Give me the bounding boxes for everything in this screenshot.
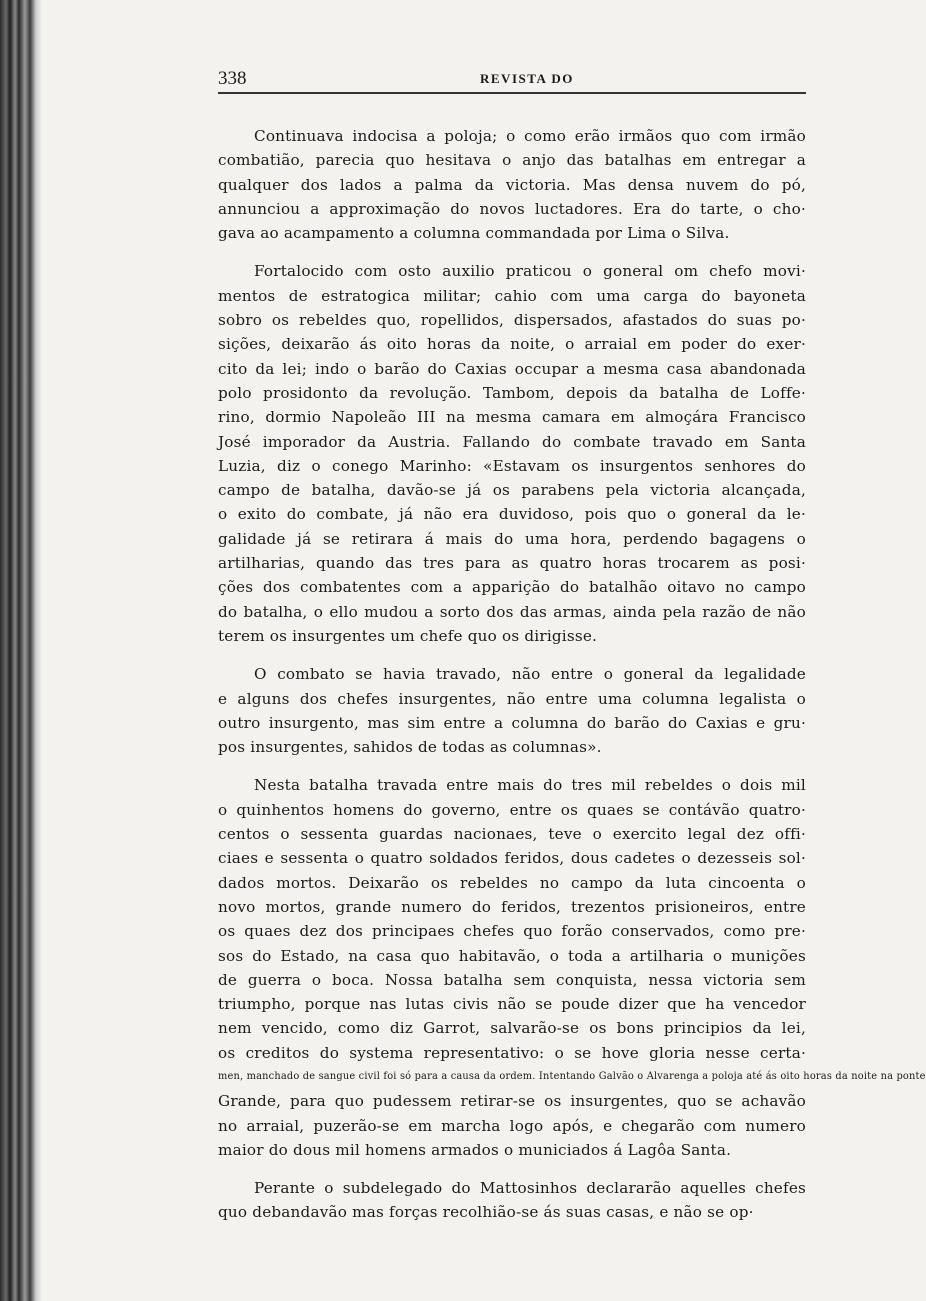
text-line: triumpho, porque nas lutas civis não se poude dizer que ha vencedor	[218, 995, 806, 1014]
text-line: do batalha, o ello mudou a sorto dos das armas, ainda pela razão de não	[218, 602, 806, 621]
text-line: Nesta batalha travada entre mais do tres mil rebeldes o dois mil	[254, 776, 806, 795]
text-line: men, manchado de sangue civil foi só para a causa da ordem. Intentando Galvão o Alvarenga a poloja até ás oito horas da noite na ponte	[218, 1070, 926, 1082]
text-line: annunciou a approximação do novos luctadores. Era do tarte, o cho·	[218, 199, 806, 218]
text-line: os quaes dez dos principaes chefes quo forão conservados, como pre·	[218, 922, 806, 941]
text-line: pos insurgentes, sahidos de todas as columnas».	[218, 738, 602, 757]
text-line: gava ao acampamento a columna commandada por Lima o Silva.	[218, 224, 730, 243]
text-line: artilharias, quando das tres para as quatro horas trocarem as posi·	[218, 554, 806, 573]
page-header	[218, 68, 806, 94]
text-line: o quinhentos homens do governo, entre os quaes se contávão quatro·	[218, 800, 806, 819]
text-line: no arraial, puzerão-se em marcha logo após, e chegarão com numero	[218, 1116, 806, 1135]
text-line: de guerra o boca. Nossa batalha sem conquista, nessa victoria sem	[218, 970, 806, 989]
text-line: sos do Estado, na casa quo habitavão, o toda a artilharia o munições	[218, 946, 806, 965]
paragraph	[218, 662, 806, 759]
text-line: Fortalocido com osto auxilio praticou o goneral om chefo movi·	[254, 262, 806, 281]
text-line: nem vencido, como diz Garrot, salvarão-se os bons principios da lei,	[218, 1019, 806, 1038]
text-line: Continuava indocisa a poloja; o como erão irmãos quo com irmão	[254, 127, 806, 145]
text-line: campo de batalha, davão-se já os parabens pela victoria alcançada,	[218, 481, 806, 500]
text-line: os creditos do systema representativo: o se hove gloria nesse certa·	[218, 1043, 806, 1062]
paragraph	[218, 259, 806, 648]
text-line: combatião, parecia quo hesitava o anjo das batalhas em entregar a	[218, 151, 806, 170]
book-binding-shadow	[0, 0, 42, 1301]
paragraph	[218, 1176, 806, 1225]
book-page	[218, 68, 926, 1239]
paragraph	[218, 124, 806, 245]
text-line: dados mortos. Deixarão os rebeldes no campo da luta cincoenta o	[218, 873, 806, 892]
text-line: ciaes e sessenta o quatro soldados feridos, dous cadetes o dezesseis sol·	[218, 849, 806, 868]
text-line: quo debandavão mas forças recolhião-se ás suas casas, e não se op·	[218, 1203, 754, 1222]
text-line: Luzia, diz o conego Marinho: «Estavam os insurgentos senhores do	[218, 456, 806, 475]
text-line: e alguns dos chefes insurgentes, não entre uma columna legalista o	[218, 689, 806, 708]
text-line: terem os insurgentes um chefe quo os dirigisse.	[218, 626, 598, 645]
text-line: sobro os rebeldes quo, ropellidos, dispersados, afastados do suas po·	[218, 311, 806, 330]
text-line: Perante o subdelegado do Mattosinhos declararão aquelles chefes	[254, 1179, 806, 1198]
text-line: cito da lei; indo o barão do Caxias occupar a mesma casa abandonada	[218, 359, 806, 378]
text-line: polo prosidonto da revolução. Tambom, depois da batalha de Loffe·	[218, 383, 806, 402]
text-line: rino, dormio Napoleão III na mesma camara em almoçára Francisco	[218, 408, 806, 427]
text-line: mentos de estratogica militar; cahio com uma carga do bayoneta	[218, 286, 806, 305]
text-line: ções dos combatentes com a apparição do batalhão oitavo no campo	[218, 578, 806, 597]
text-line: galidade já se retirara á mais do uma hora, perdendo bagagens o	[218, 529, 806, 548]
text-line: qualquer dos lados a palma da victoria. Mas densa nuvem do pó,	[218, 175, 806, 194]
text-line: José imporador da Austria. Fallando do combate travado em Santa	[218, 432, 806, 451]
text-line: centos o sessenta guardas nacionaes, teve o exercito legal dez offi·	[218, 825, 806, 844]
paragraph	[218, 773, 926, 1162]
text-line: O combato se havia travado, não entre o goneral da legalidade	[254, 665, 806, 684]
text-line: outro insurgento, mas sim entre a columna do barão do Caxias e gru·	[218, 713, 806, 732]
body-text	[218, 124, 926, 1225]
text-line: o exito do combate, já não era duvidoso, pois quo o goneral da le·	[218, 505, 806, 524]
page-number: 338	[218, 68, 247, 89]
running-head: REVISTA DO	[480, 71, 574, 86]
text-line: novo mortos, grande numero do feridos, trezentos prisioneiros, entre	[218, 897, 806, 916]
text-line: sições, deixarão ás oito horas da noite, o arraial em poder do exer·	[218, 335, 806, 354]
text-line: Grande, para quo pudessem retirar-se os insurgentes, quo se achavão	[218, 1092, 806, 1111]
text-line: maior do dous mil homens armados o municiados á Lagôa Santa.	[218, 1140, 732, 1159]
